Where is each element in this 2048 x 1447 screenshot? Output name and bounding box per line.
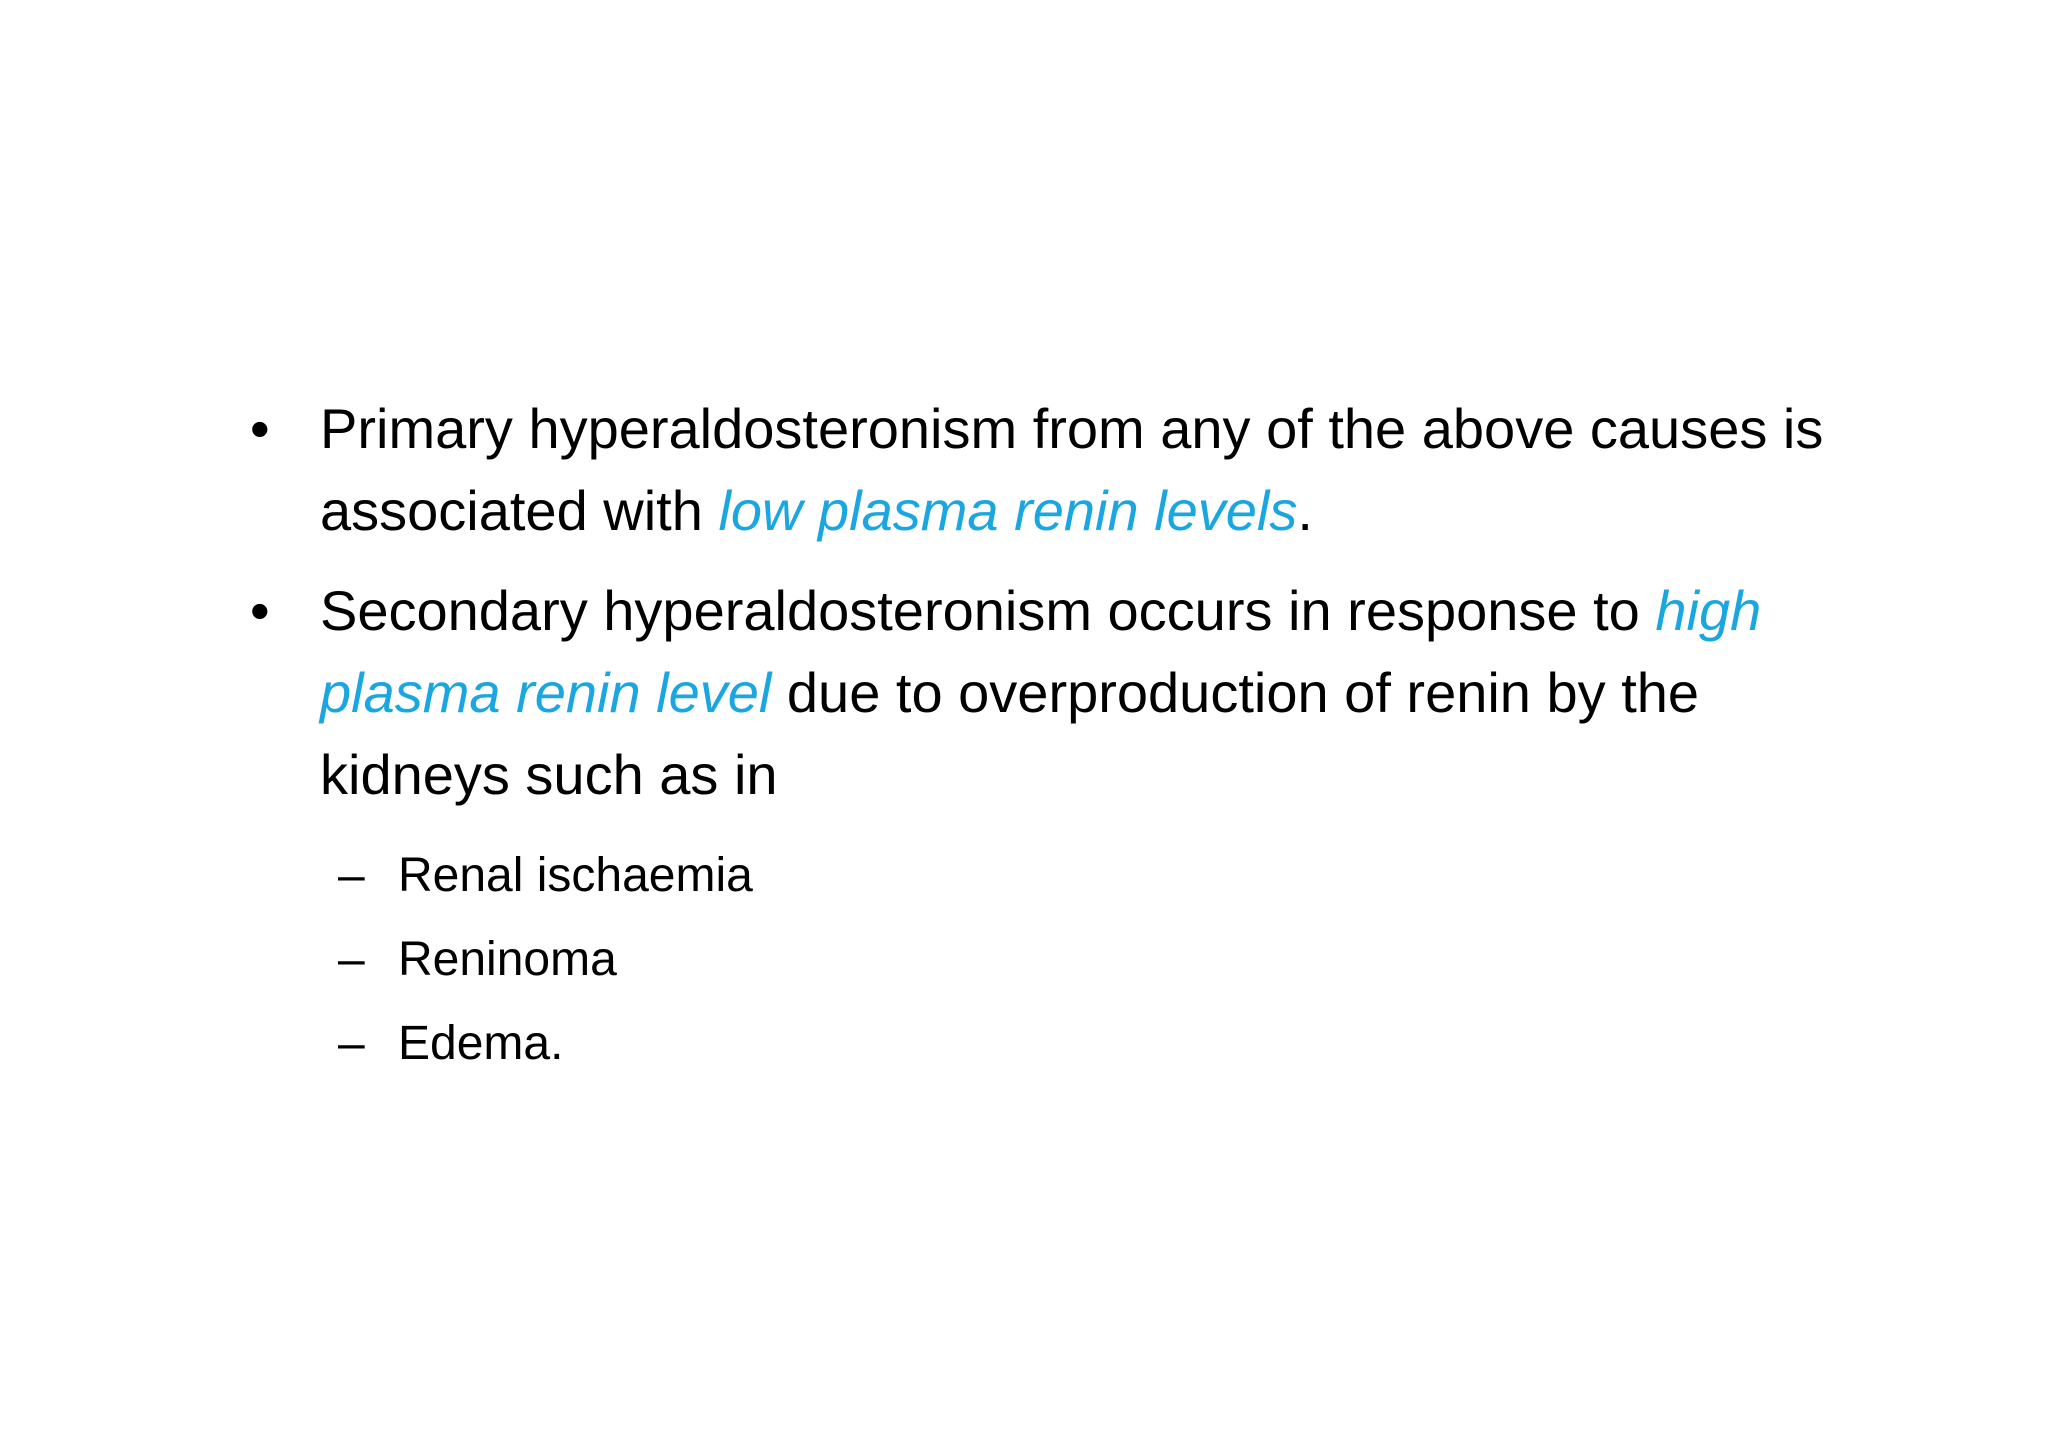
bullet-marker: • xyxy=(250,397,270,460)
dash-marker: – xyxy=(338,849,365,902)
bullet-marker: • xyxy=(250,579,270,642)
dash-marker: – xyxy=(338,933,365,986)
emphasis-text: high plasma renin level xyxy=(320,579,1762,724)
sub-item-edema xyxy=(250,1002,1870,1086)
sub-item-text: Edema. xyxy=(398,1017,564,1070)
sub-item-renal-ischaemia xyxy=(250,834,1870,918)
bullet-item-primary xyxy=(250,388,1870,552)
sub-item-reninoma xyxy=(250,918,1870,1002)
emphasis-text: low plasma renin levels xyxy=(718,479,1298,542)
bullet-text: Primary hyperaldosteronism from any of the above causes is associated with xyxy=(320,397,1824,542)
bullet-text: due to overproduction of renin by the kidneys such as in xyxy=(320,661,1700,806)
dash-marker: – xyxy=(338,1017,365,1070)
slide-content xyxy=(250,388,1870,1086)
sub-item-text: Reninoma xyxy=(398,933,617,986)
bullet-text: Secondary hyperaldosteronism occurs in response to xyxy=(320,579,1656,642)
bullet-item-secondary xyxy=(250,570,1870,816)
sub-item-text: Renal ischaemia xyxy=(398,849,753,902)
bullet-text: . xyxy=(1297,479,1313,542)
